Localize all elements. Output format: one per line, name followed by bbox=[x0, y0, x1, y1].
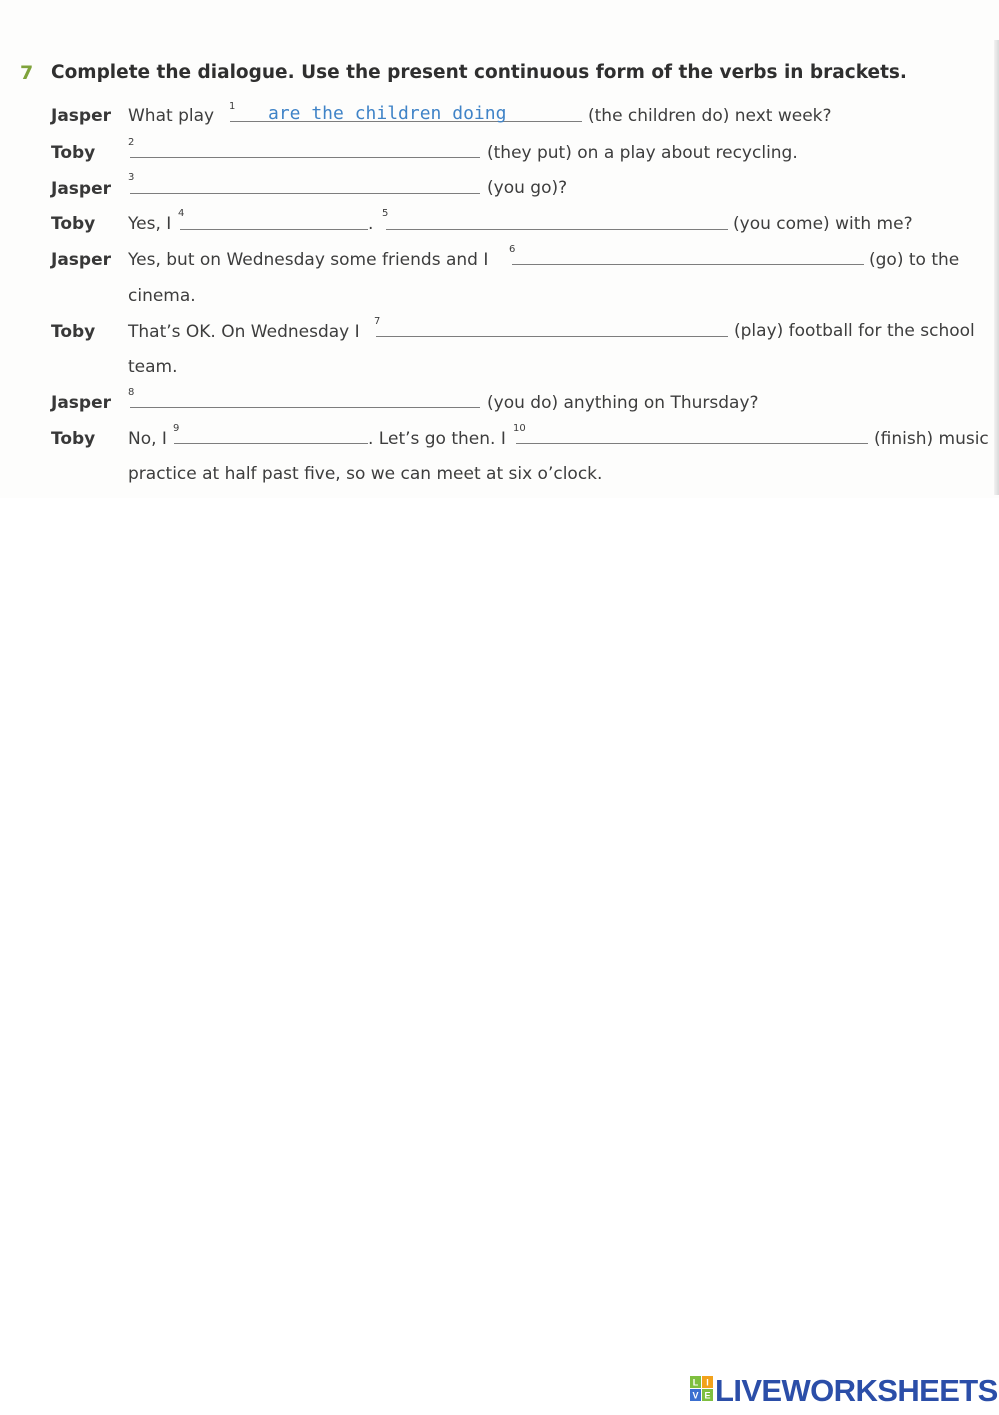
dialogue-line-4 bbox=[128, 214, 171, 234]
answer-gap-4[interactable] bbox=[180, 229, 368, 230]
line-8-continuation: practice at half past five, so we can meet at six o’clock. bbox=[128, 464, 603, 484]
speaker-jasper: Jasper bbox=[51, 393, 111, 413]
gap-number-6: 6 bbox=[509, 244, 516, 255]
speaker-jasper: Jasper bbox=[51, 106, 111, 126]
logo-mark-letter-v: V bbox=[692, 1390, 699, 1401]
line-3-suffix: (you go)? bbox=[487, 178, 568, 198]
exercise-number: 7 bbox=[20, 62, 34, 84]
line-6-suffix: (play) football for the school bbox=[734, 321, 975, 341]
answer-gap-5[interactable] bbox=[386, 229, 728, 230]
speaker-toby: Toby bbox=[51, 429, 96, 449]
line-5-continuation: cinema. bbox=[128, 286, 196, 306]
speaker-jasper: Jasper bbox=[51, 250, 111, 270]
exercise-instruction: Complete the dialogue. Use the present continuous form of the verbs in brackets. bbox=[51, 62, 907, 83]
gap-number-8: 8 bbox=[128, 387, 135, 398]
gap-number-10: 10 bbox=[513, 423, 526, 434]
answer-gap-8[interactable] bbox=[130, 407, 480, 408]
dialogue-line-5 bbox=[128, 250, 488, 270]
line-2-suffix: (they put) on a play about recycling. bbox=[487, 143, 798, 163]
line-8-suffix: (finish) music bbox=[874, 429, 989, 449]
logo-mark-letter-e: E bbox=[704, 1390, 711, 1401]
page-edge-shadow bbox=[994, 40, 999, 495]
line-7-suffix: (you do) anything on Thursday? bbox=[487, 393, 759, 413]
gap-number-7: 7 bbox=[374, 316, 381, 327]
gap-number-3: 3 bbox=[128, 172, 135, 183]
line-4-suffix: (you come) with me? bbox=[733, 214, 913, 234]
line-6-continuation: team. bbox=[128, 357, 178, 377]
line-6-prefix: That’s OK. On Wednesday I bbox=[128, 322, 360, 342]
gap-number-4: 4 bbox=[178, 208, 185, 219]
gap-number-9: 9 bbox=[173, 423, 180, 434]
line-5-prefix: Yes, but on Wednesday some friends and I bbox=[128, 250, 489, 270]
answer-gap-6[interactable] bbox=[512, 264, 864, 265]
gap-number-5: 5 bbox=[382, 208, 389, 219]
answer-text-1: are the children doing bbox=[268, 103, 507, 124]
liveworksheets-logo bbox=[690, 1372, 998, 1408]
speaker-toby: Toby bbox=[51, 322, 96, 342]
answer-gap-2[interactable] bbox=[130, 157, 480, 158]
liveworksheets-wordmark: LIVEWORKSHEETS bbox=[715, 1373, 998, 1408]
answer-gap-10[interactable] bbox=[516, 443, 868, 444]
line-5-suffix: (go) to the bbox=[869, 250, 960, 270]
gap-number-1: 1 bbox=[229, 101, 236, 112]
answer-gap-3[interactable] bbox=[130, 193, 480, 194]
logo-mark-letter-i: I bbox=[706, 1377, 709, 1388]
answer-gap-9[interactable] bbox=[174, 443, 368, 444]
line-4-period: . bbox=[368, 214, 374, 234]
line-8-prefix: No, I bbox=[128, 429, 167, 449]
answer-gap-7[interactable] bbox=[376, 336, 728, 337]
line-1-prefix: What play bbox=[128, 106, 215, 126]
gap-number-2: 2 bbox=[128, 137, 135, 148]
logo-mark-letter-l: L bbox=[692, 1377, 699, 1388]
liveworksheets-mark-icon bbox=[690, 1376, 714, 1402]
dialogue-line-6 bbox=[128, 322, 360, 342]
speaker-jasper: Jasper bbox=[51, 179, 111, 199]
line-8-middle: . Let’s go then. I bbox=[368, 429, 506, 449]
speaker-toby: Toby bbox=[51, 143, 96, 163]
dialogue-line-8 bbox=[128, 429, 167, 449]
dialogue-line-1 bbox=[128, 106, 214, 126]
line-1-suffix: (the children do) next week? bbox=[588, 106, 832, 126]
speaker-toby: Toby bbox=[51, 214, 96, 234]
line-4-prefix: Yes, I bbox=[128, 214, 172, 234]
